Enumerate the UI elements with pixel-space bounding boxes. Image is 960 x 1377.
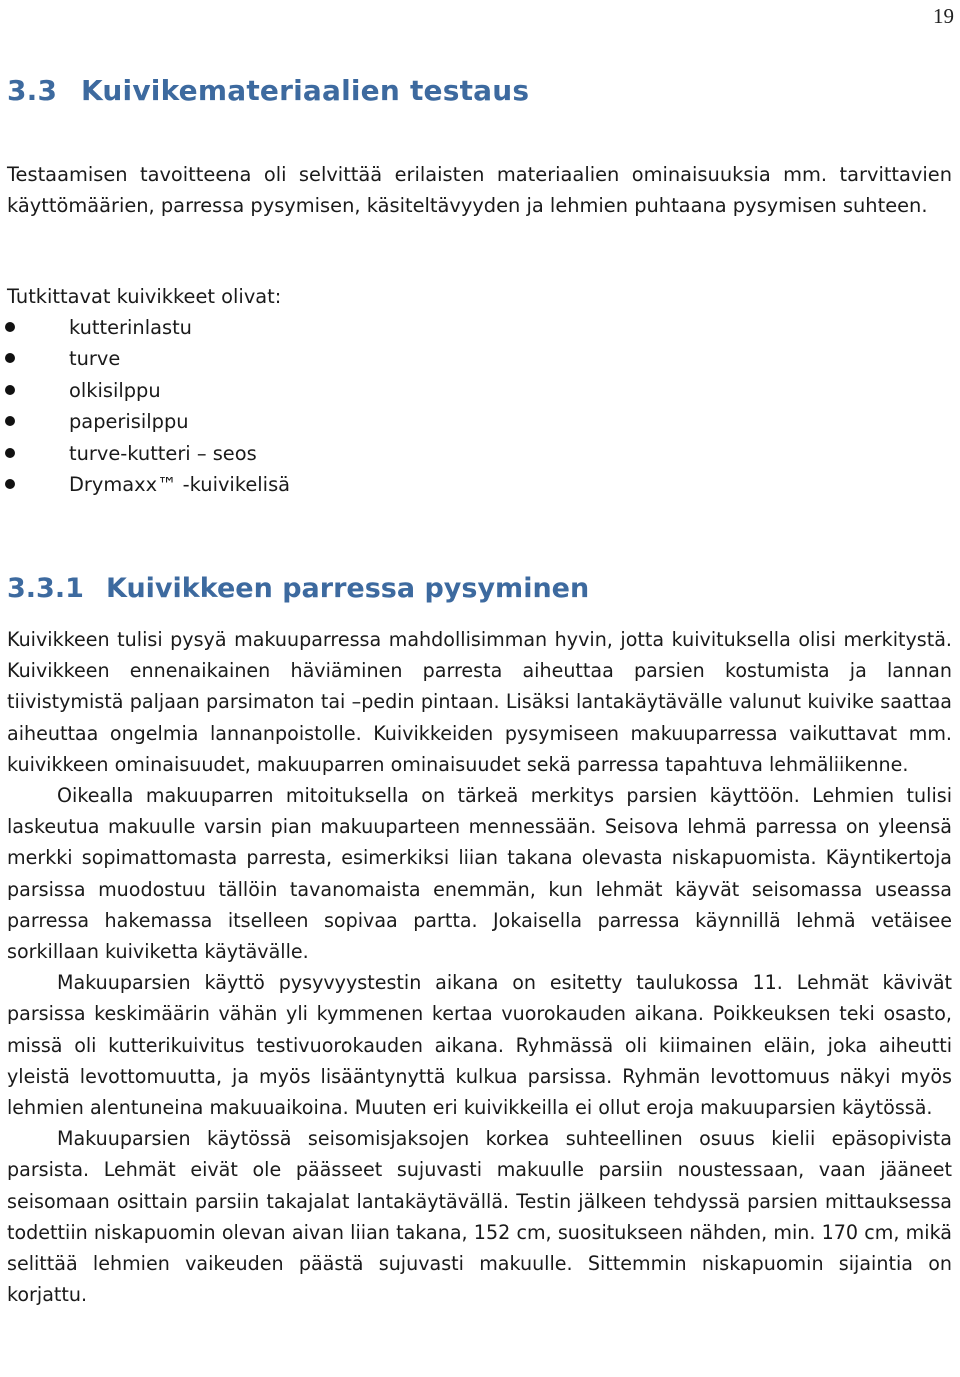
- bullet-icon: [5, 353, 15, 363]
- subsection-heading: [7, 573, 589, 604]
- subsection-title: Kuivikkeen parressa pysyminen: [106, 573, 590, 604]
- list-item-text: kutterinlastu: [69, 316, 192, 339]
- list-item: [0, 375, 290, 406]
- paragraph: Makuuparsien käyttö pysyvyystestin aikana on esitetty taulukossa 11. Lehmät kävivät parsissa keskimäärin vähän yli kymmenen kertaa vuorokauden aikana. Poikkeuksen teki osasto, missä oli kutterikuivitus testivuorokauden aikana. Ryhmässä oli kiimainen eläin, joka aiheutti yleistä levottomuutta, ja myös lisääntynyttä kulkua parsissa. Ryhmän levottomuus näkyi myös lehmien alentuneina makuuaikoina. Muuten eri kuivikkeilla ei ollut eroja makuuparsien käytössä.: [7, 971, 952, 1120]
- section-number: 3.3: [7, 74, 58, 107]
- list-item: [0, 438, 290, 469]
- list-item: [0, 406, 290, 437]
- list-item-text: turve-kutteri – seos: [69, 441, 257, 465]
- paragraph: Kuivikkeen tulisi pysyä makuuparressa mahdollisimman hyvin, jotta kuivituksella olisi merkitystä. Kuivikkeen ennenaikainen häviäminen parresta aiheuttaa parsien kostumista ja lannan tiivistymistä paljaan parsimaton tai –pedin pintaan. Lisäksi lantakäytävälle valunut kuivike saattaa aiheuttaa ongelmia lannanpoistolle. Kuivikkeiden pysymiseen makuuparressa vaikuttavat mm. kuivikkeen ominaisuudet, makuuparren ominaisuudet sekä parressa tapahtuva lehmäliikenne.: [7, 628, 952, 776]
- bullet-icon: [5, 416, 15, 426]
- paragraph: Makuuparsien käytössä seisomisjaksojen korkea suhteellinen osuus kielii epäsopivista parsista. Lehmät eivät ole päässeet sujuvasti makuulle parsiin noustessaan, vaan jääneet seisomaan osittain parsiin takajalat lantakäytävällä. Testin jälkeen tehdyssä parsien mittauksessa todettiin niskapuomin olevan aivan liian takana, 152 cm, suositukseen nähden, min. 170 cm, mikä selittää lehmien vaikeuden päästä sujuvasti makuulle. Sittemmin niskapuomin sijaintia on korjattu.: [7, 1127, 952, 1307]
- list-item: [0, 469, 290, 500]
- subsection-number: 3.3.1: [7, 573, 84, 604]
- bullet-icon: [5, 479, 15, 489]
- list-item-text: olkisilppu: [69, 378, 161, 402]
- bullet-icon: [5, 322, 15, 332]
- bullet-icon: [5, 448, 15, 458]
- list-item: [0, 312, 290, 343]
- list-item: [0, 343, 290, 374]
- page-number: 19: [933, 4, 954, 28]
- bullet-list: [0, 312, 290, 500]
- intro-text: Testaamisen tavoitteena oli selvittää erilaisten materiaalien ominaisuuksia mm. tarvittavien käyttömäärien, parressa pysymisen, käsiteltävyyden ja lehmien puhtaana pysymisen suhteen.: [7, 163, 952, 218]
- list-item-text: turve: [69, 347, 121, 371]
- bullet-icon: [5, 385, 15, 395]
- body-text: [7, 624, 952, 1310]
- intro-paragraph: [7, 159, 952, 221]
- section-heading: [7, 74, 529, 107]
- paragraph: Oikealla makuuparren mitoituksella on tärkeä merkitys parsien käyttöön. Lehmien tulisi laskeutua makuulle varsin pian makuuparteen mennessään. Seisova lehmä parressa on yleensä merkki sopimattomasta parresta, esimerkiksi liian takana olevasta niskapuomista. Käyntikertoja parsissa muodostuu tällöin tavanomaista enemmän, kun lehmät käyvät seisomassa useassa parressa hakemassa itselleen sopivaa partta. Jokaisella parressa käynnillä lehmä vetäisee sorkillaan kuiviketta käytävälle.: [7, 784, 952, 964]
- list-lead: Tutkittavat kuivikkeet olivat:: [7, 285, 282, 308]
- section-title: Kuivikemateriaalien testaus: [81, 74, 530, 107]
- list-item-text: Drymaxx™ -kuivikelisä: [69, 472, 291, 496]
- list-item-text: paperisilppu: [69, 410, 189, 434]
